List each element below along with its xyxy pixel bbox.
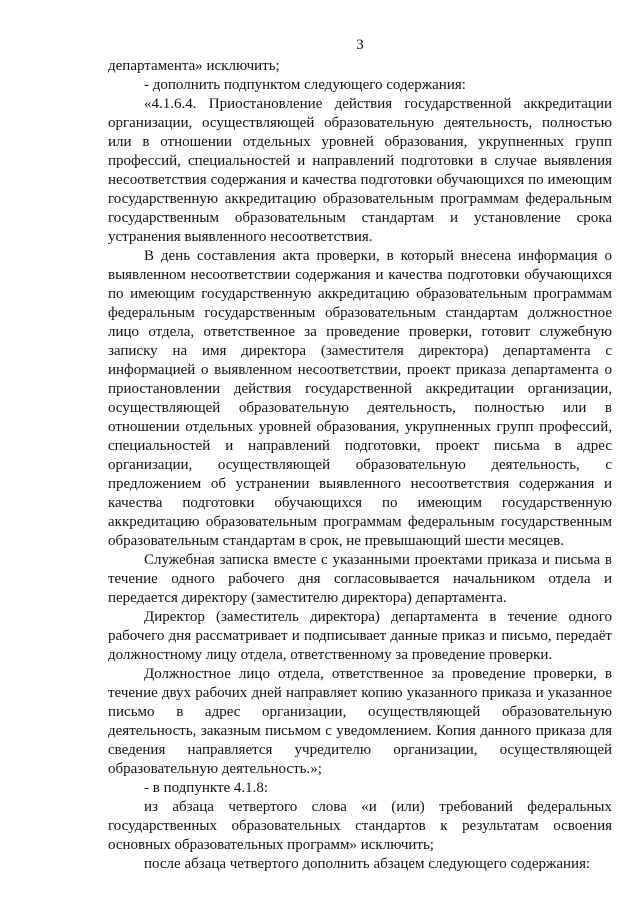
paragraph: из абзаца четвертого слова «и (или) требований федеральных государственных образовательных стандартов к результатам освоения основных образовательных программ» исключить; (108, 799, 612, 853)
page-number: 3 (356, 37, 364, 53)
document-body (108, 57, 612, 874)
document-page (108, 36, 612, 874)
paragraph: департамента» исключить; (108, 58, 280, 74)
paragraph: Служебная записка вместе с указанными проектами приказа и письма в течение одного рабочего дня согласовывается начальником отдела и передается директору (заместителю директора) департамента. (108, 552, 612, 606)
paragraph: «4.1.6.4. Приостановление действия государственной аккредитации организации, осуществляющей образовательную деятельность, полностью или в отношении отдельных уровней образования, укрупненных групп профессий, специальностей и направлений подготовки в случае выявления несоответствия содержания и качества подготовки обучающихся по имеющим государственную аккредитацию образовательным программам федеральным государственным образовательным стандартам и установление срока устранения выявленного несоответствия. (108, 96, 612, 245)
paragraph: - дополнить подпунктом следующего содержания: (144, 77, 466, 93)
paragraph: Должностное лицо отдела, ответственное за проведение проверки, в течение двух рабочих дней направляет копию указанного приказа и указанное письмо в адрес организации, осуществляющей образовательную деятельность, заказным письмом с уведомлением. Копия данного приказа для сведения направляется учредителю организации, осуществляющей образовательную деятельность.»; (108, 666, 612, 777)
paragraph: В день составления акта проверки, в который внесена информация о выявленном несоответствии содержания и качества подготовки обучающихся по имеющим государственную аккредитацию образовательным программам федеральным государственным образовательным стандартам должностное лицо отдела, ответственное за проведение проверки, готовит служебную записку на имя директора (заместителя директора) департамента с информацией о выявленном несоответствии, проект приказа департамента о приостановлении действия государственной аккредитации организации, осуществляющей образовательную деятельность, полностью или в отношении отдельных уровней образования, укрупненных групп профессий, специальностей и направлений подготовки, проект письма в адрес организации, осуществляющей образовательную деятельность, с предложением об устранении выявленного несоответствия содержания и качества подготовки обучающихся по имеющим государственную аккредитацию образовательным программам федеральным государственным образовательным стандартам в срок, не превышающий шести месяцев. (108, 248, 612, 549)
paragraph: Директор (заместитель директора) департамента в течение одного рабочего дня рассматривает и подписывает данные приказ и письмо, передаёт должностному лицу отдела, ответственному за проведение проверки. (108, 609, 612, 663)
paragraph: - в подпункте 4.1.8: (144, 780, 269, 796)
paragraph: после абзаца четвертого дополнить абзацем следующего содержания: (144, 856, 591, 872)
